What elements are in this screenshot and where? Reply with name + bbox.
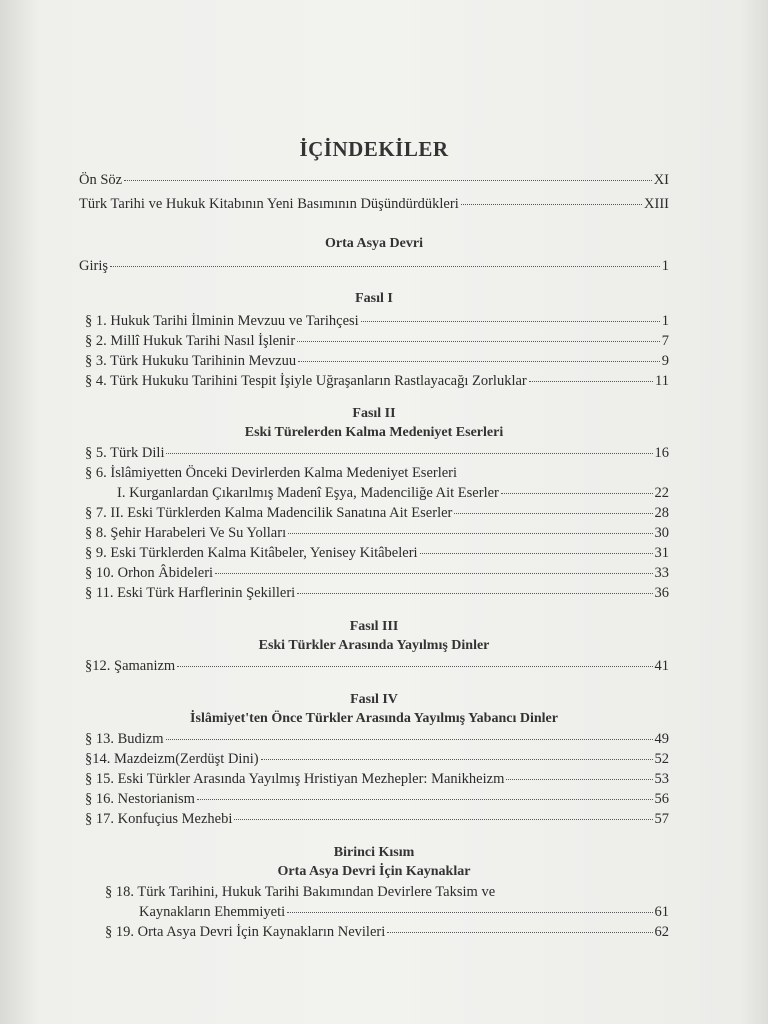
section-subheading-fasil-3: Eski Türkler Arasında Yayılmış Dinler [258,638,490,653]
toc-entry-on-soz[interactable]: Ön Söz XI [79,172,669,188]
section-heading-birinci-kisim: Birinci Kısım [333,845,415,860]
toc-entry[interactable]: §14. Mazdeizm(Zerdüşt Dini) 52 [85,751,669,767]
section-heading-orta-asya: Orta Asya Devri [325,236,423,251]
toc-entry[interactable]: § 11. Eski Türk Harflerinin Şekilleri 36 [85,585,669,601]
toc-entry[interactable]: § 2. Millî Hukuk Tarihi Nasıl İşlenir 7 [85,333,669,349]
section-subheading-fasil-4: İslâmiyet'ten Önce Türkler Arasında Yayılmış Yabancı Dinler [190,711,558,726]
toc-entry[interactable]: § 19. Orta Asya Devri İçin Kaynakların Nevileri 62 [105,924,669,940]
toc-entry[interactable]: § 7. II. Eski Türklerden Kalma Madencilik Sanatına Ait Eserler 28 [85,505,669,521]
toc-entry[interactable]: § 8. Şehir Harabeleri Ve Su Yolları 30 [85,525,669,541]
toc-entry[interactable]: § 3. Türk Hukuku Tarihinin Mevzuu 9 [85,353,669,369]
toc-entry[interactable]: § 5. Türk Dili 16 [85,445,669,461]
toc-entry[interactable]: § 17. Konfuçius Mezhebi 57 [85,811,669,827]
toc-entry[interactable]: § 18. Türk Tarihini, Hukuk Tarihi Bakımından Devirlere Taksim ve [105,884,496,900]
section-subheading-fasil-2: Eski Türelerden Kalma Medeniyet Eserleri [244,425,504,440]
toc-entry[interactable]: § 1. Hukuk Tarihi İlminin Mevzuu ve Tarihçesi 1 [85,313,669,329]
toc-entry[interactable]: § 6. İslâmiyetten Önceki Devirlerden Kalma Medeniyet Eserleri [85,465,458,481]
section-heading-fasil-1: Fasıl I [355,291,393,306]
toc-entry[interactable]: Kaynakların Ehemmiyeti 61 [139,904,669,920]
toc-title: İÇİNDEKİLER [299,137,449,161]
toc-entry[interactable]: § 4. Türk Hukuku Tarihini Tespit İşiyle Uğraşanların Rastlayacağı Zorluklar 11 [85,373,669,389]
toc-entry[interactable]: § 9. Eski Türklerden Kalma Kitâbeler, Yenisey Kitâbeleri 31 [85,545,669,561]
toc-entry[interactable]: § 13. Budizm 49 [85,731,669,747]
section-heading-fasil-2: Fasıl II [352,406,396,421]
toc-entry[interactable]: § 10. Orhon Âbideleri 33 [85,565,669,581]
toc-entry[interactable]: § 16. Nestorianism 56 [85,791,669,807]
toc-entry-yeni-basim[interactable]: Türk Tarihi ve Hukuk Kitabının Yeni Basımının Düşündürdükleri XIII [79,196,669,212]
toc-entry[interactable]: I. Kurganlardan Çıkarılmış Madenî Eşya, Madenciliğe Ait Eserler 22 [117,485,669,501]
toc-entry[interactable]: §12. Şamanizm 41 [85,658,669,674]
section-heading-fasil-4: Fasıl IV [350,692,398,707]
section-heading-fasil-3: Fasıl III [349,619,399,634]
toc-entry[interactable]: § 15. Eski Türkler Arasında Yayılmış Hristiyan Mezhepler: Manikheizm 53 [85,771,669,787]
toc-entry-giris[interactable]: Giriş 1 [79,258,669,274]
section-subheading-birinci-kisim: Orta Asya Devri İçin Kaynaklar [277,864,471,879]
